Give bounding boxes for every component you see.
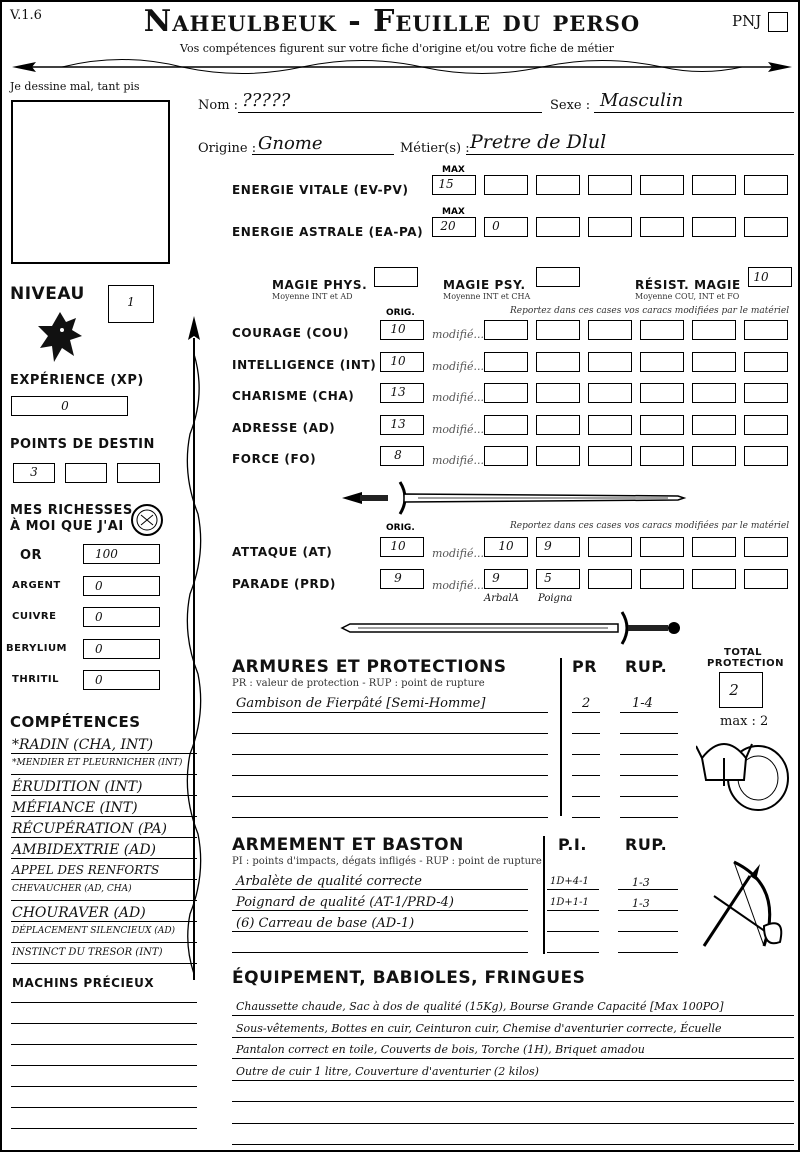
- armures-divider: [560, 658, 562, 816]
- money-value: 0: [95, 610, 103, 624]
- resist-magie-label: RÉSIST. MAGIE: [635, 278, 741, 292]
- total-protection-value: 2: [729, 681, 739, 699]
- magie-phys-sub: Moyenne INT et AD: [272, 292, 353, 301]
- armure-pr-line[interactable]: [572, 817, 600, 818]
- stat-mod-box[interactable]: [692, 446, 736, 466]
- stat-mod-box[interactable]: [744, 352, 788, 372]
- armure-pr-line[interactable]: [572, 796, 600, 797]
- ev-track-box[interactable]: [744, 175, 788, 195]
- stat-modifie-label: modifié...: [432, 359, 484, 373]
- destin-box-3[interactable]: [117, 463, 160, 483]
- xp-label: EXPÉRIENCE (XP): [10, 373, 144, 388]
- weapons-icon: [694, 856, 792, 954]
- armure-rup-line[interactable]: [620, 733, 678, 734]
- resist-magie-value: 10: [753, 270, 769, 284]
- money-label: ARGENT: [12, 579, 61, 591]
- stat-orig-value: 13: [390, 416, 406, 431]
- origine-line: [252, 154, 394, 155]
- stat-modifie-label: modifié...: [432, 328, 484, 341]
- stat-mod-box[interactable]: [536, 415, 580, 435]
- origine-label: Origine :: [198, 141, 257, 156]
- magie-phys-box[interactable]: [374, 267, 418, 287]
- stat-mod-box[interactable]: [588, 320, 632, 340]
- magie-phys-label: MAGIE PHYS.: [272, 278, 368, 292]
- sword-icon: [338, 610, 688, 646]
- ea-track-box[interactable]: [692, 217, 736, 237]
- equipement-line[interactable]: [232, 1123, 794, 1124]
- combat-orig-label: ORIG.: [386, 523, 415, 533]
- total-protection-sub-label: PROTECTION: [707, 658, 784, 669]
- stat-mod-box[interactable]: [536, 383, 580, 403]
- armement-pi-line[interactable]: [547, 910, 599, 911]
- stat-mod-box[interactable]: [692, 320, 736, 340]
- attaque-modifie-label: modifié...: [432, 547, 484, 560]
- attaque-mod-box[interactable]: [744, 537, 788, 557]
- armement-pi-line[interactable]: [547, 931, 599, 932]
- armement-line[interactable]: [232, 889, 528, 890]
- competence-line: [11, 816, 197, 817]
- stat-mod-box[interactable]: [484, 415, 528, 435]
- sexe-line: [594, 112, 794, 113]
- stat-modifie-label: modifié...: [432, 422, 484, 436]
- attaque-mod-value-2: 9: [544, 539, 552, 553]
- attaque-label: ATTAQUE (AT): [232, 545, 333, 559]
- armure-line[interactable]: [232, 775, 548, 776]
- stat-label: FORCE (FO): [232, 452, 317, 466]
- armement-rup-line[interactable]: [618, 931, 678, 932]
- stat-label: COURAGE (COU): [232, 326, 350, 340]
- pnj-label: PNJ: [732, 12, 762, 30]
- stat-mod-box[interactable]: [536, 320, 580, 340]
- vertical-spear-icon: [180, 314, 208, 984]
- armure-rup-line[interactable]: [620, 817, 678, 818]
- nom-line: [238, 112, 542, 113]
- armure-pr-line[interactable]: [572, 754, 600, 755]
- parade-mod-box[interactable]: [692, 569, 736, 589]
- max-protection-label: max : 2: [720, 714, 769, 729]
- stat-mod-box[interactable]: [640, 352, 684, 372]
- destin-box-2[interactable]: [65, 463, 107, 483]
- attaque-mod-box[interactable]: [640, 537, 684, 557]
- metier-label: Métier(s) :: [400, 141, 470, 156]
- stat-mod-box[interactable]: [536, 446, 580, 466]
- ev-track-box[interactable]: [588, 175, 632, 195]
- money-label: CUIVRE: [12, 611, 57, 622]
- attaque-orig-value: 10: [390, 539, 406, 553]
- competence-line: [11, 837, 197, 838]
- armement-rup-line[interactable]: [618, 952, 678, 953]
- stat-label: INTELLIGENCE (INT): [232, 357, 377, 372]
- richesses-sub-label: À MOI QUE J'AI: [10, 519, 124, 534]
- resist-magie-sub: Moyenne COU, INT et FO: [635, 292, 740, 301]
- armure-pr: 2: [582, 696, 591, 711]
- equipement-item: Sous-vêtements, Bottes en cuir, Ceinturon cuir, Chemise d'aventurier correcte, Écuelle: [236, 1021, 722, 1035]
- portrait-frame[interactable]: [11, 100, 170, 264]
- machins-label: MACHINS PRÉCIEUX: [12, 976, 155, 990]
- competence-line: [11, 753, 197, 754]
- destin-label: POINTS DE DESTIN: [10, 437, 155, 452]
- ev-max-value: 15: [438, 177, 454, 191]
- stat-modifie-label: modifié...: [432, 454, 484, 467]
- ev-track-box[interactable]: [536, 175, 580, 195]
- stat-orig-value: 10: [390, 322, 406, 336]
- ea-track-box[interactable]: [744, 217, 788, 237]
- armement-rup-line[interactable]: [618, 889, 678, 890]
- sexe-value[interactable]: Masculin: [600, 90, 684, 111]
- stats-note: Reportez dans ces cases vos caracs modifiées par le matériel: [510, 306, 790, 316]
- armement-pi-line[interactable]: [547, 889, 599, 890]
- pr-column-header: PR: [572, 657, 598, 676]
- equipement-item: Outre de cuir 1 litre, Couverture d'aventurier (2 kilos): [236, 1064, 539, 1078]
- competence-item[interactable]: RÉCUPÉRATION (PA): [12, 821, 168, 837]
- stat-orig-value: 8: [394, 448, 402, 462]
- armement-divider: [543, 836, 545, 954]
- combat-note: Reportez dans ces cases vos caracs modifiées par le matériel: [510, 521, 790, 531]
- stat-mod-box[interactable]: [484, 352, 528, 372]
- spear-ornament-icon: [2, 54, 800, 80]
- equipement-line[interactable]: [232, 1080, 794, 1081]
- ea-track-box[interactable]: [536, 217, 580, 237]
- competence-item[interactable]: AMBIDEXTRIE (AD): [12, 842, 157, 858]
- stat-mod-box[interactable]: [692, 383, 736, 403]
- armure-line[interactable]: [232, 754, 548, 755]
- money-label: BERYLIUM: [6, 642, 68, 654]
- stat-orig-value: 10: [390, 353, 406, 368]
- niveau-label: NIVEAU: [10, 284, 85, 304]
- armement-name: Arbalète de qualité correcte: [236, 874, 422, 889]
- stat-mod-box[interactable]: [588, 352, 632, 372]
- competence-item[interactable]: INSTINCT DU TRESOR (INT): [12, 947, 163, 958]
- armement-rup: 1-3: [632, 876, 650, 889]
- money-value: 0: [95, 641, 103, 656]
- armure-line[interactable]: [232, 733, 548, 734]
- parade-modifie-label: modifié...: [432, 579, 484, 592]
- parade-mod-box[interactable]: [588, 569, 632, 589]
- sheet-subtitle: Vos compétences figurent sur votre fiche d'origine et/ou votre fiche de métier: [180, 42, 614, 55]
- armure-rup-line[interactable]: [620, 796, 678, 797]
- competence-line: [11, 858, 197, 859]
- armement-pi: 1D+4-1: [550, 876, 589, 887]
- competence-line: [11, 879, 197, 880]
- helmet-shield-icon: [696, 728, 792, 814]
- metier-value[interactable]: Pretre de Dlul: [470, 131, 607, 153]
- attaque-mod-box[interactable]: [588, 537, 632, 557]
- combat-col1-label: ArbalA: [484, 593, 519, 604]
- ev-track-box[interactable]: [484, 175, 528, 195]
- machins-line[interactable]: [11, 1065, 197, 1066]
- stat-mod-box[interactable]: [692, 415, 736, 435]
- competence-line: [11, 795, 197, 796]
- armure-rup-line[interactable]: [620, 754, 678, 755]
- money-value: 100: [95, 547, 118, 561]
- stat-mod-box[interactable]: [588, 383, 632, 403]
- stat-label: ADRESSE (AD): [232, 420, 336, 435]
- portrait-label: Je dessine mal, tant pis: [10, 80, 140, 93]
- stat-mod-box[interactable]: [536, 352, 580, 372]
- stat-mod-box[interactable]: [588, 446, 632, 466]
- money-value: 0: [95, 673, 103, 687]
- magie-psy-box[interactable]: [536, 267, 580, 287]
- ev-label: ENERGIE VITALE (EV-PV): [232, 183, 409, 197]
- competence-item[interactable]: MÉFIANCE (INT): [12, 800, 138, 816]
- armement-line[interactable]: [232, 910, 528, 911]
- machins-line[interactable]: [11, 1023, 197, 1024]
- armure-line[interactable]: [232, 712, 548, 713]
- version-label: V.1.6: [10, 8, 42, 23]
- ea-max-value: 20: [440, 219, 456, 233]
- competences-label: COMPÉTENCES: [10, 713, 141, 731]
- stat-orig-value: 13: [390, 385, 406, 399]
- pi-column-header: P.I.: [558, 835, 587, 854]
- magie-psy-label: MAGIE PSY.: [443, 278, 526, 292]
- ev-track-box[interactable]: [692, 175, 736, 195]
- armement-line[interactable]: [232, 931, 528, 932]
- machins-line[interactable]: [11, 1044, 197, 1045]
- armure-name: Gambison de Fierpâté [Semi-Homme]: [236, 696, 486, 711]
- ev-track-box[interactable]: [640, 175, 684, 195]
- stat-mod-box[interactable]: [692, 352, 736, 372]
- stat-mod-box[interactable]: [640, 415, 684, 435]
- richesses-label: MES RICHESSES: [10, 503, 133, 518]
- total-protection-label: TOTAL: [724, 647, 762, 658]
- parade-mod-box[interactable]: [744, 569, 788, 589]
- equipement-item: Chaussette chaude, Sac à dos de qualité (15Kg), Bourse Grande Capacité [Max 100PO]: [236, 1000, 724, 1013]
- parade-mod-box[interactable]: [640, 569, 684, 589]
- equipement-line[interactable]: [232, 1058, 794, 1059]
- pnj-checkbox[interactable]: [768, 12, 788, 32]
- armement-rup: 1-3: [632, 897, 650, 910]
- sexe-label: Sexe :: [550, 98, 591, 113]
- nom-value[interactable]: ?????: [242, 90, 291, 111]
- attaque-mod-box[interactable]: [692, 537, 736, 557]
- parade-mod-value-2: 5: [544, 571, 552, 585]
- competence-item[interactable]: CHOURAVER (AD): [12, 905, 146, 921]
- money-label: THRITIL: [12, 674, 60, 685]
- competence-item[interactable]: *RADIN (CHA, INT): [12, 737, 154, 753]
- equipement-line[interactable]: [232, 1101, 794, 1102]
- stat-mod-box[interactable]: [640, 446, 684, 466]
- xp-value: 0: [61, 399, 69, 413]
- magie-psy-sub: Moyenne INT et CHA: [443, 292, 531, 301]
- machins-line[interactable]: [11, 1107, 197, 1108]
- armures-sub: PR : valeur de protection - RUP : point de rupture: [232, 678, 485, 689]
- money-value: 0: [95, 578, 103, 593]
- machins-line[interactable]: [11, 1086, 197, 1087]
- dragon-icon: [36, 308, 84, 366]
- stat-mod-box[interactable]: [588, 415, 632, 435]
- armure-rup-line[interactable]: [620, 712, 678, 713]
- armure-pr-line[interactable]: [572, 712, 600, 713]
- stat-mod-box[interactable]: [744, 415, 788, 435]
- competence-item[interactable]: DÉPLACEMENT SILENCIEUX (AD): [12, 926, 176, 936]
- armure-pr-line[interactable]: [572, 775, 600, 776]
- stat-mod-box[interactable]: [484, 320, 528, 340]
- stat-modifie-label: modifié...: [432, 391, 484, 404]
- equipement-item: Pantalon correct en toile, Couverts de bois, Torche (1H), Briquet amadou: [236, 1043, 645, 1056]
- competence-item[interactable]: *MENDIER ET PLEURNICHER (INT): [12, 758, 183, 768]
- stat-mod-box[interactable]: [744, 383, 788, 403]
- stat-mod-box[interactable]: [744, 446, 788, 466]
- stats-orig-label: ORIG.: [386, 308, 415, 318]
- competence-line: [11, 921, 197, 922]
- armure-rup-line[interactable]: [620, 775, 678, 776]
- equipement-title: ÉQUIPEMENT, BABIOLES, FRINGUES: [232, 968, 586, 988]
- ea-label: ENERGIE ASTRALE (EA-PA): [232, 225, 424, 239]
- niveau-value: 1: [127, 295, 135, 309]
- armement-sub: PI : points d'impacts, dégats infligés - RUP : point de rupture: [232, 856, 542, 867]
- armure-rup: 1-4: [632, 696, 653, 711]
- armement-title: ARMEMENT ET BASTON: [232, 835, 464, 855]
- metier-line: [466, 154, 794, 155]
- sword-icon: [338, 480, 688, 516]
- equipement-line[interactable]: [232, 1037, 794, 1038]
- stat-mod-box[interactable]: [484, 446, 528, 466]
- competence-line: [11, 900, 197, 901]
- stat-mod-box[interactable]: [744, 320, 788, 340]
- origine-value[interactable]: Gnome: [258, 133, 323, 154]
- competence-line: [11, 774, 197, 775]
- parade-mod-value-1: 9: [492, 571, 500, 585]
- equipement-line[interactable]: [232, 1015, 794, 1016]
- destin-value: 3: [30, 465, 38, 479]
- parade-label: PARADE (PRD): [232, 577, 337, 591]
- sheet-title: Naheulbeuk - Feuille du perso: [143, 4, 641, 39]
- ea-track-box[interactable]: [588, 217, 632, 237]
- parade-orig-value: 9: [394, 571, 402, 585]
- armure-line[interactable]: [232, 817, 548, 818]
- competence-item[interactable]: CHEVAUCHER (AD, CHA): [12, 884, 132, 894]
- competence-item[interactable]: ÉRUDITION (INT): [12, 779, 143, 795]
- machins-line[interactable]: [11, 1128, 197, 1129]
- armures-title: ARMURES ET PROTECTIONS: [232, 657, 507, 677]
- equipement-line[interactable]: [232, 1144, 794, 1145]
- stat-mod-box[interactable]: [640, 320, 684, 340]
- competence-item[interactable]: APPEL DES RENFORTS: [12, 863, 160, 877]
- armement-name: (6) Carreau de base (AD-1): [236, 916, 415, 931]
- money-label: OR: [20, 548, 43, 563]
- coin-icon: [130, 503, 164, 537]
- ev-max-label: MAX: [442, 165, 465, 175]
- ea-current-value: 0: [492, 219, 500, 233]
- armure-line[interactable]: [232, 796, 548, 797]
- armement-pi-line[interactable]: [547, 952, 599, 953]
- armement-name: Poignard de qualité (AT-1/PRD-4): [236, 895, 454, 910]
- combat-col2-label: Poigna: [538, 593, 573, 604]
- nom-label: Nom :: [198, 98, 239, 113]
- stat-label: CHARISME (CHA): [232, 389, 355, 403]
- ea-max-label: MAX: [442, 207, 465, 217]
- armement-line[interactable]: [232, 952, 528, 953]
- rup-column-header-armement: RUP.: [625, 835, 668, 854]
- competence-line: [11, 963, 197, 964]
- stat-mod-box[interactable]: [640, 383, 684, 403]
- rup-column-header-armures: RUP.: [625, 657, 668, 676]
- competence-line: [11, 942, 197, 943]
- stat-mod-box[interactable]: [484, 383, 528, 403]
- machins-line[interactable]: [11, 1002, 197, 1003]
- armement-pi: 1D+1-1: [550, 897, 589, 908]
- armure-pr-line[interactable]: [572, 733, 600, 734]
- ea-track-box[interactable]: [640, 217, 684, 237]
- armement-rup-line[interactable]: [618, 910, 678, 911]
- attaque-mod-value-1: 10: [498, 539, 514, 553]
